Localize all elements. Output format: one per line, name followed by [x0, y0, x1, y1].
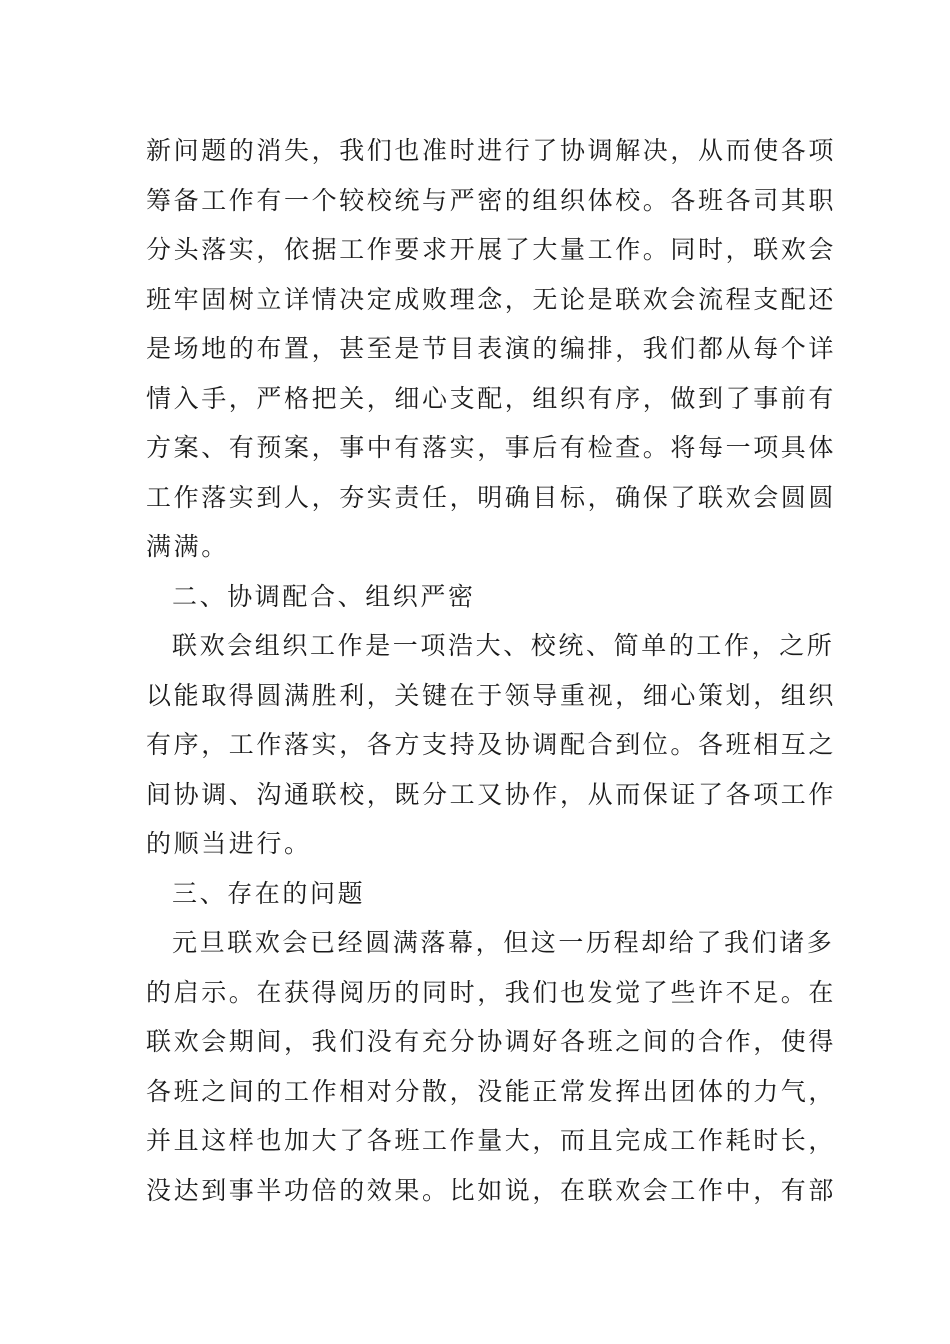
text-line: 并且这样也加大了各班工作量大，而且完成工作耗时长， [146, 1126, 837, 1155]
text-line: 班牢固树立详情决定成败理念，无论是联欢会流程支配还 [146, 284, 837, 314]
text-line: 各班之间的工作相对分散，没能正常发挥出团体的力气， [146, 1076, 837, 1106]
text-line: 联欢会期间，我们没有充分协调好各班之间的合作，使得 [146, 1027, 837, 1056]
text-line: 工作落实到人，夯实责任，明确目标，确保了联欢会圆圆 [146, 482, 837, 512]
text-line: 新问题的消失，我们也准时进行了协调解决，从而使各项 [146, 136, 837, 165]
text-line: 筹备工作有一个较校统与严密的组织体校。各班各司其职 [146, 185, 837, 215]
text-line: 的启示。在获得阅历的同时，我们也发觉了些许不足。在 [146, 977, 837, 1007]
section-heading: 二、协调配合、组织严密 [172, 581, 476, 611]
text-line: 以能取得圆满胜利，关键在于领导重视，细心策划，组织 [146, 680, 837, 710]
text-line: 间协调、沟通联校，既分工又协作，从而保证了各项工作 [146, 779, 837, 809]
text-line: 没达到事半功倍的效果。比如说，在联欢会工作中，有部 [146, 1175, 837, 1205]
text-line: 情入手，严格把关，细心支配，组织有序，做到了事前有 [146, 383, 837, 413]
text-line: 满满。 [146, 532, 229, 561]
document-body [146, 126, 837, 1215]
text-line: 分头落实，依据工作要求开展了大量工作。同时，联欢会 [146, 235, 837, 264]
text-line: 有序，工作落实，各方支持及协调配合到位。各班相互之 [146, 730, 837, 759]
text-line: 联欢会组织工作是一项浩大、校统、简单的工作，之所 [172, 631, 835, 660]
text-line: 方案、有预案，事中有落实，事后有检查。将每一项具体 [146, 433, 837, 462]
text-line: 元旦联欢会已经圆满落幕，但这一历程却给了我们诸多 [172, 928, 835, 957]
text-line: 是场地的布置，甚至是节目表演的编排，我们都从每个详 [146, 334, 837, 363]
text-line: 的顺当进行。 [146, 829, 312, 858]
section-heading: 三、存在的问题 [172, 878, 366, 908]
